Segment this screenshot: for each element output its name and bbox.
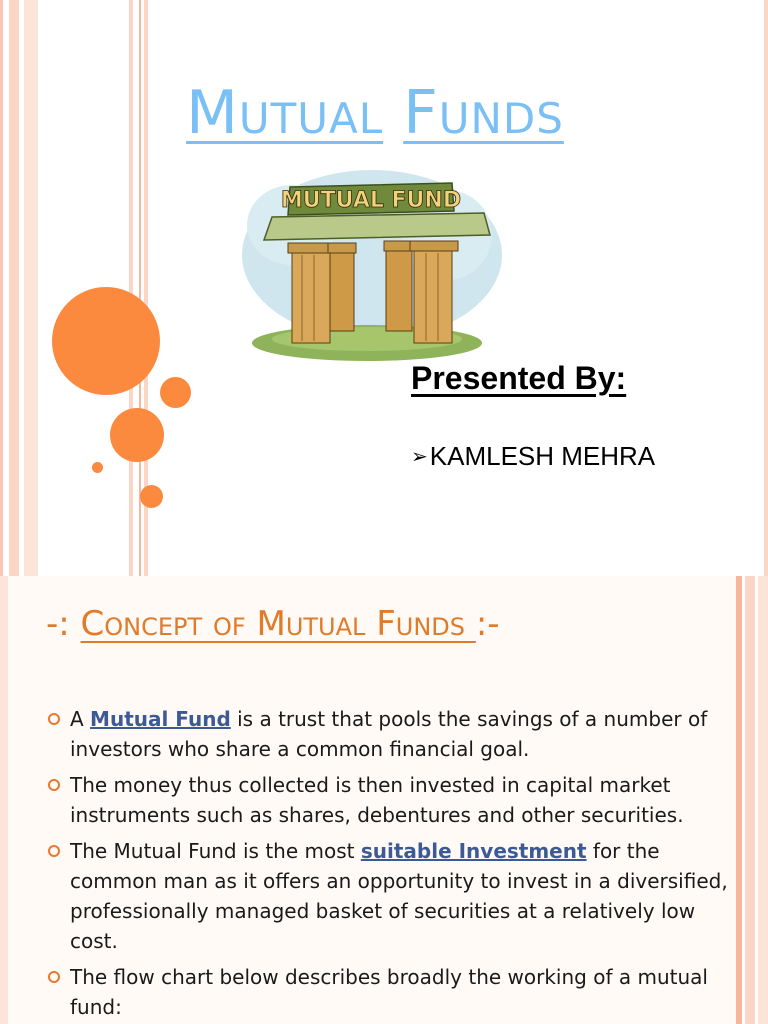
concept-slide [0, 576, 768, 1024]
decor-circle [110, 408, 164, 462]
illustration-sign-text: MUTUAL FUND [280, 188, 462, 213]
keyword-link[interactable]: suitable Investment [360, 839, 587, 863]
hollow-circle-bullet-icon [48, 713, 60, 725]
bullet-text: A [70, 707, 91, 731]
decor-circle-small [92, 462, 103, 473]
decor-stripe [764, 0, 768, 576]
title-prefix: -: [46, 604, 81, 644]
slide-title [0, 78, 750, 148]
title-suffix: :- [475, 604, 500, 644]
title-word-mutual: Mutual [186, 78, 384, 148]
list-item [46, 836, 736, 956]
arrow-bullet-icon: ➢ [411, 446, 428, 468]
title-word-funds: Funds [403, 78, 564, 148]
slide-title [46, 604, 500, 644]
presenter-line [411, 441, 655, 472]
presenter-name: KAMLESH MEHRA [429, 441, 656, 471]
decor-stripe [745, 576, 755, 1024]
presented-by-label: Presented By: [411, 360, 627, 396]
hollow-circle-bullet-icon [48, 971, 60, 983]
hollow-circle-bullet-icon [48, 845, 60, 857]
list-item [46, 770, 736, 830]
decor-stripe [0, 576, 8, 1024]
bullet-text: The flow chart below describes broadly the working of a mutual fund: [70, 965, 708, 1019]
decor-stripe [736, 576, 742, 1024]
list-item [46, 704, 736, 764]
decor-circle [140, 485, 163, 508]
bullet-text: The Mutual Fund is the most [70, 839, 361, 863]
bullet-text: for the common man as it offers an opportunity to invest in a diversified, professionally managed basket of securities at a relatively low cost. [70, 839, 728, 953]
bullet-text: The money thus collected is then invested in capital market instruments such as shares, debentures and other securities. [70, 773, 684, 827]
decor-stripe [758, 576, 768, 1024]
keyword-link[interactable]: Mutual Fund [90, 707, 231, 731]
decor-circle-large [52, 287, 160, 395]
bullet-text: is a trust that pools the savings of a number of investors who share a common financial goal. [70, 707, 708, 761]
title-main: Concept of Mutual Funds [80, 604, 476, 644]
list-item [46, 962, 736, 1022]
hollow-circle-bullet-icon [48, 779, 60, 791]
bullet-list [46, 704, 736, 1024]
mutual-fund-building-illustration [232, 155, 502, 365]
decor-circle [160, 377, 191, 408]
